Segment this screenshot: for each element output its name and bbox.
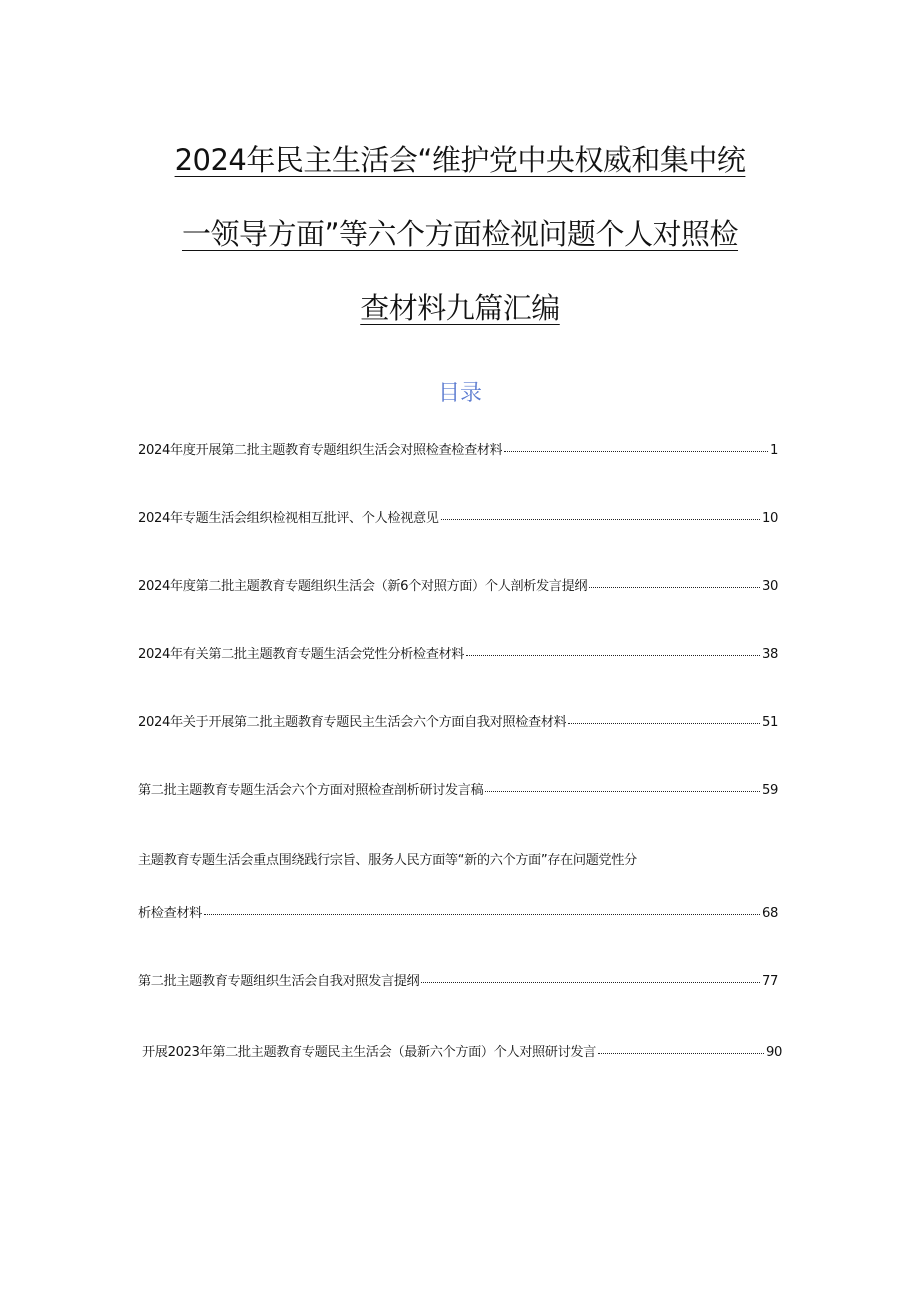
toc-entry-page: 1: [770, 443, 778, 458]
toc-leader: [485, 791, 760, 792]
toc-entry-page: 51: [762, 715, 778, 730]
toc-entry-page: 68: [762, 906, 778, 921]
toc-entry[interactable]: [138, 779, 778, 798]
toc-leader: [204, 914, 760, 915]
toc-entry-page: 90: [766, 1045, 782, 1060]
toc-leader: [598, 1053, 764, 1054]
title-line-1: 2024年民主生活会“维护党中央权威和集中统: [174, 143, 746, 177]
toc-entry-label: 第二批主题教育专题生活会六个方面对照检查剖析研讨发言稿: [138, 783, 484, 798]
title-line-3: 查材料九篇汇编: [360, 291, 560, 325]
toc-entry-label: 2024年度开展第二批主题教育专题组织生活会对照检查检查材料: [138, 443, 503, 458]
toc-entry[interactable]: [138, 575, 778, 594]
toc-entry-page: 77: [762, 974, 778, 989]
toc-entry[interactable]: [142, 1041, 782, 1060]
toc-entry[interactable]: [138, 439, 778, 458]
toc-heading: 目录: [437, 381, 482, 406]
toc-entry-label: 2024年有关第二批主题教育专题生活会党性分析检查材料: [138, 647, 465, 662]
toc-leader: [466, 655, 760, 656]
toc-entry-label: 第二批主题教育专题组织生活会自我对照发言提纲: [138, 974, 420, 989]
toc-entry-label: 2024年专题生活会组织检视相互批评、个人检视意见: [138, 511, 439, 526]
toc-leader: [568, 723, 760, 724]
toc-entry-page: 38: [762, 647, 778, 662]
toc-entry-line-1[interactable]: 主题教育专题生活会重点围绕践行宗旨、服务人民方面等“新的六个方面”存在问题党性分: [138, 853, 637, 868]
toc-entry[interactable]: [138, 970, 778, 989]
toc-leader: [421, 982, 760, 983]
toc-leader: [504, 451, 768, 452]
title-line-2: 一领导方面”等六个方面检视问题个人对照检: [181, 217, 739, 251]
toc-entry-label: 2024年关于开展第二批主题教育专题民主生活会六个方面自我对照检查材料: [138, 715, 567, 730]
toc-entry[interactable]: [138, 902, 778, 921]
toc-leader: [441, 519, 761, 520]
toc-entry-page: 10: [762, 511, 778, 526]
toc-entry-label: 析检查材料: [138, 906, 202, 921]
toc-entry-label: 2024年度第二批主题教育专题组织生活会（新6个对照方面）个人剖析发言提纲: [138, 579, 588, 594]
toc-entry-page: 30: [762, 579, 778, 594]
toc-entry-page: 59: [762, 783, 778, 798]
toc-entry[interactable]: [138, 711, 778, 730]
toc-leader: [589, 587, 760, 588]
toc-entry[interactable]: [138, 643, 778, 662]
toc-entry-label: 开展2023年第二批主题教育专题民主生活会（最新六个方面）个人对照研讨发言: [142, 1045, 596, 1060]
toc-entry[interactable]: [138, 507, 778, 526]
